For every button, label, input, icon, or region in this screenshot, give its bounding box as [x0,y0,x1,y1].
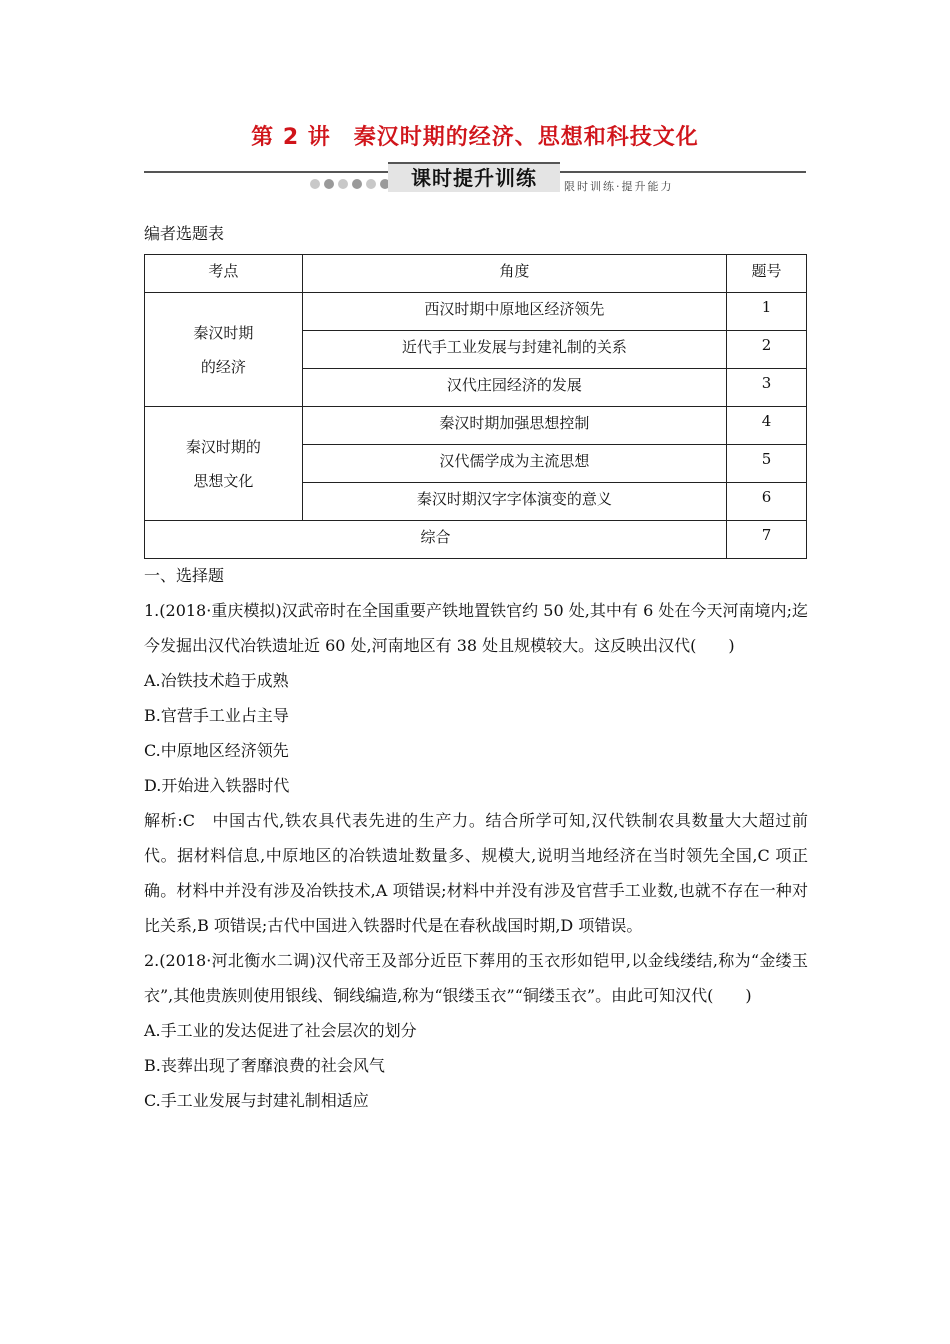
summary-cell: 综合 [145,521,727,559]
dot-icon [366,179,376,189]
table-header-row [145,255,807,293]
dot-icon [338,179,348,189]
page-title: 第 2 讲 秦汉时期的经济、思想和科技文化 [251,125,699,150]
question-1-option-b: B.官营手工业占主导 [144,706,289,725]
num-cell: 6 [727,483,807,521]
table-row [145,407,807,445]
num-cell: 5 [727,445,807,483]
question-section [144,558,808,1118]
question-1-option-d: D.开始进入铁器时代 [144,776,290,795]
dot-icon [324,179,334,189]
question-2-option-c: C.手工业发展与封建礼制相适应 [144,1091,369,1110]
section-banner [144,160,806,196]
point-cell [145,293,303,407]
question-1-analysis: 解析:C 中国古代,铁农具代表先进的生产力。结合所学可知,汉代铁制农具数量大大超过前代。据材料信息,中原地区的冶铁遗址数量多、规模大,说明当地经济在当时领先全国,C 项正确。材料中并没有涉及冶铁技术,A 项错误;材料中并没有涉及官营手工业数,也就不存在一种对比关系,B 项错误;古代中国进入铁器时代是在春秋战国时期,D 项错误。 [144,811,808,935]
angle-cell: 近代手工业发展与封建礼制的关系 [302,331,726,369]
question-2-stem: 2.(2018·河北衡水二调)汉代帝王及部分近臣下葬用的玉衣形如铠甲,以金线缕结,称为“金缕玉衣”,其他贵族则使用银线、铜线编造,称为“银缕玉衣”“铜缕玉衣”。由此可知汉代( ) [144,951,808,1005]
num-cell: 3 [727,369,807,407]
question-1-stem: 1.(2018·重庆模拟)汉武帝时在全国重要产铁地置铁官约 50 处,其中有 6 处在今天河南境内;迄今发掘出汉代冶铁遗址近 60 处,河南地区有 38 处且规模较大。这反映出汉代( ) [144,601,808,655]
question-1-option-c: C.中原地区经济领先 [144,741,289,760]
angle-cell: 西汉时期中原地区经济领先 [302,293,726,331]
header-num: 题号 [727,255,807,293]
question-2-option-b: B.丧葬出现了奢靡浪费的社会风气 [144,1056,385,1075]
dot-icon [310,179,320,189]
banner-label: 课时提升训练 [388,162,560,192]
point-line: 思想文化 [193,471,254,490]
header-angle: 角度 [302,255,726,293]
angle-cell: 汉代儒学成为主流思想 [302,445,726,483]
header-point: 考点 [145,255,303,293]
dot-icon [352,179,362,189]
topic-table [144,254,807,559]
num-cell: 7 [727,521,807,559]
banner-motto: 限时训练·提升能力 [564,180,674,193]
num-cell: 4 [727,407,807,445]
question-1-option-a: A.冶铁技术趋于成熟 [144,671,289,690]
point-line: 的经济 [200,357,246,376]
angle-cell: 秦汉时期加强思想控制 [302,407,726,445]
num-cell: 2 [727,331,807,369]
question-2-option-a: A.手工业的发达促进了社会层次的划分 [144,1021,417,1040]
table-row [145,521,807,559]
point-line: 秦汉时期 [193,323,254,342]
banner-dots [310,179,390,189]
table-row [145,293,807,331]
angle-cell: 秦汉时期汉字字体演变的意义 [302,483,726,521]
table-caption: 编者选题表 [144,224,225,243]
section-heading: 一、选择题 [144,566,225,585]
point-line: 秦汉时期的 [185,437,261,456]
angle-cell: 汉代庄园经济的发展 [302,369,726,407]
point-cell [145,407,303,521]
num-cell: 1 [727,293,807,331]
